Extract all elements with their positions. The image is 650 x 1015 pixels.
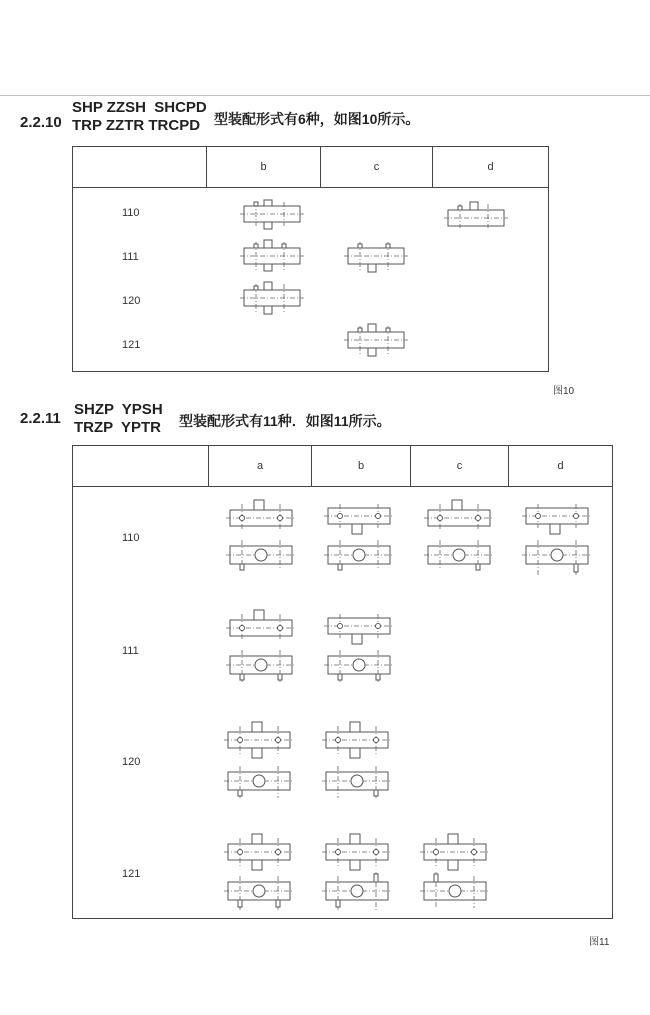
- section-10-series-line2: TRP ZZTR TRCPD: [72, 117, 201, 134]
- section-11-number: 2.2.11: [20, 410, 61, 427]
- table-11-header-c: c: [411, 446, 509, 487]
- assembly-diagram-11-120-b: [322, 718, 392, 802]
- assembly-diagram-10-110-d: [444, 198, 508, 230]
- assembly-diagram-11-121-a: [224, 830, 294, 912]
- table-10-header-c: c: [321, 147, 433, 188]
- assembly-diagram-10-111-c: [344, 240, 408, 274]
- section-11-series-line1: SHZP YPSH: [74, 401, 163, 418]
- assembly-table-10: [72, 146, 549, 372]
- table-10-header-d: d: [433, 147, 549, 188]
- table-11-header-d: d: [509, 446, 613, 487]
- table-11-corner-cell: [73, 446, 209, 487]
- assembly-diagram-11-111-a: [226, 606, 296, 688]
- table-11-row-label-120: 120: [122, 756, 141, 768]
- figure-11-caption: 图11: [589, 937, 610, 948]
- assembly-diagram-11-110-b: [324, 500, 394, 580]
- assembly-diagram-11-110-d: [522, 500, 592, 584]
- assembly-diagram-11-120-a: [224, 718, 294, 802]
- assembly-diagram-11-121-c: [420, 830, 490, 912]
- table-11-row-label-121: 121: [122, 868, 141, 880]
- table-11-row-label-111: 111: [122, 645, 139, 657]
- assembly-diagram-10-120-b: [240, 280, 304, 318]
- table-11-header-a: a: [209, 446, 312, 487]
- section-11-series-line2: TRZP YPTR: [74, 419, 161, 436]
- assembly-diagram-11-111-b: [324, 610, 394, 690]
- section-10-number: 2.2.10: [20, 114, 62, 131]
- section-10-series-line1: SHP ZZSH SHCPD: [72, 99, 207, 116]
- table-11-header-b: b: [312, 446, 411, 487]
- section-11-series: [74, 401, 163, 437]
- section-11-description: 型装配形式有11种．如图11所示。: [179, 413, 391, 429]
- table-10-header-b: b: [207, 147, 321, 188]
- assembly-diagram-11-121-b: [322, 830, 392, 912]
- assembly-diagram-11-110-c: [424, 496, 494, 580]
- assembly-diagram-11-110-a: [226, 496, 296, 580]
- section-10-description: 型装配形式有6种，如图10所示。: [214, 111, 420, 127]
- assembly-diagram-10-110-b: [240, 196, 304, 234]
- table-10-row-label-110: 110: [122, 207, 140, 219]
- figure-10-caption: 图10: [553, 386, 575, 397]
- assembly-diagram-10-111-b: [240, 238, 304, 276]
- top-rule: [0, 95, 650, 96]
- assembly-diagram-10-121-c: [344, 322, 408, 360]
- table-11-row-label-110: 110: [122, 532, 140, 544]
- section-10-series: [72, 99, 207, 135]
- table-10-row-label-111: 111: [122, 251, 139, 263]
- table-10-corner-cell: [73, 147, 207, 188]
- table-10-row-label-120: 120: [122, 295, 141, 307]
- table-10-row-label-121: 121: [122, 339, 141, 351]
